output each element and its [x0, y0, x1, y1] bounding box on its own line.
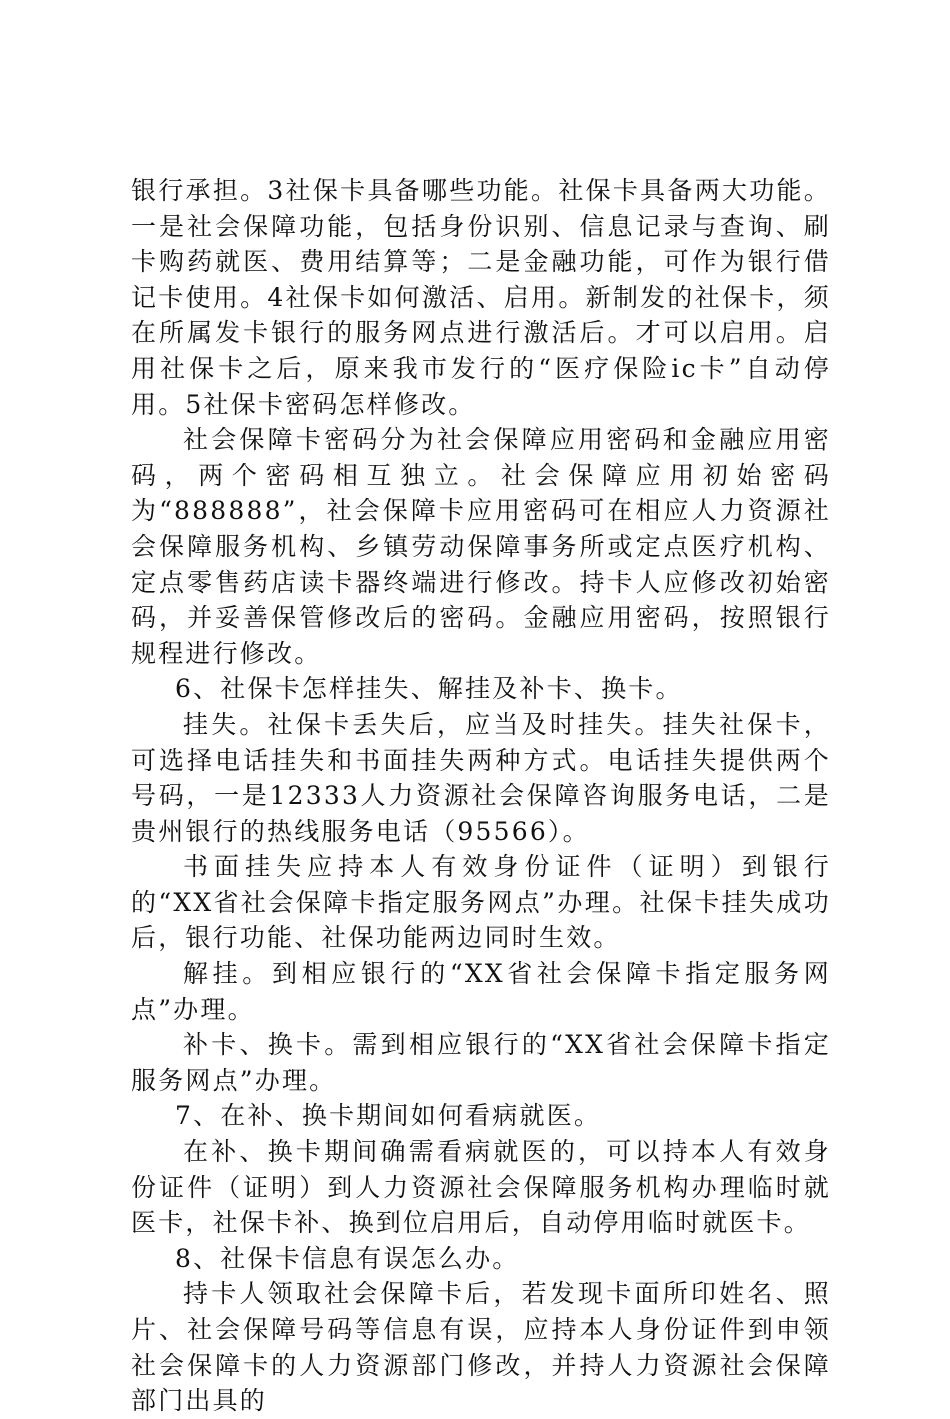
heading-loss-report: 6、社保卡怎样挂失、解挂及补卡、换卡。: [175, 674, 683, 704]
heading-wrong-info: 8、社保卡信息有误怎么办。: [175, 1243, 520, 1273]
document-body: [131, 173, 831, 1419]
paragraph-medical-during-replacement: 在补、换卡期间确需看病就医的，可以持本人有效身份证件（证明）到人力资源社会保障服务机构办理临时就医卡，社保卡补、换到位启用后，自动停用临时就医卡。: [131, 1137, 831, 1238]
paragraph-loss-report: 挂失。社保卡丢失后，应当及时挂失。挂失社保卡，可选择电话挂失和书面挂失两种方式。电话挂失提供两个号码，一是12333人力资源社会保障咨询服务电话，二是贵州银行的热线服务电话（95566）。: [131, 709, 831, 846]
paragraph-unfreeze: 解挂。到相应银行的“XX省社会保障卡指定服务网点”办理。: [131, 959, 831, 1024]
paragraph-continuation: 银行承担。3社保卡具备哪些功能。社保卡具备两大功能。一是社会保障功能，包括身份识别、信息记录与查询、刷卡购药就医、费用结算等；二是金融功能，可作为银行借记卡使用。4社保卡如何激活、启用。新制发的社保卡，须在所属发卡银行的服务网点进行激活后。才可以启用。启用社保卡之后，原来我市发行的“医疗保险ic卡”自动停用。5社保卡密码怎样修改。: [131, 176, 831, 419]
heading-medical-during-replacement: 7、在补、换卡期间如何看病就医。: [175, 1101, 602, 1131]
paragraph-replace-card: 补卡、换卡。需到相应银行的“XX省社会保障卡指定服务网点”办理。: [131, 1030, 831, 1095]
paragraph-wrong-info: 持卡人领取社会保障卡后，若发现卡面所印姓名、照片、社会保障号码等信息有误，应持本人身份证件到申领社会保障卡的人力资源部门修改，并持人力资源社会保障部门出具的: [131, 1279, 831, 1416]
paragraph-written-report: 书面挂失应持本人有效身份证件（证明）到银行的“XX省社会保障卡指定服务网点”办理。社保卡挂失成功后，银行功能、社保功能两边同时生效。: [131, 852, 831, 953]
paragraph-password: 社会保障卡密码分为社会保障应用密码和金融应用密码，两个密码相互独立。社会保障应用初始密码为“888888”，社会保障卡应用密码可在相应人力资源社会保障服务机构、乡镇劳动保障事务所或定点医疗机构、定点零售药店读卡器终端进行修改。持卡人应修改初始密码，并妥善保管修改后的密码。金融应用密码，按照银行规程进行修改。: [131, 425, 831, 668]
